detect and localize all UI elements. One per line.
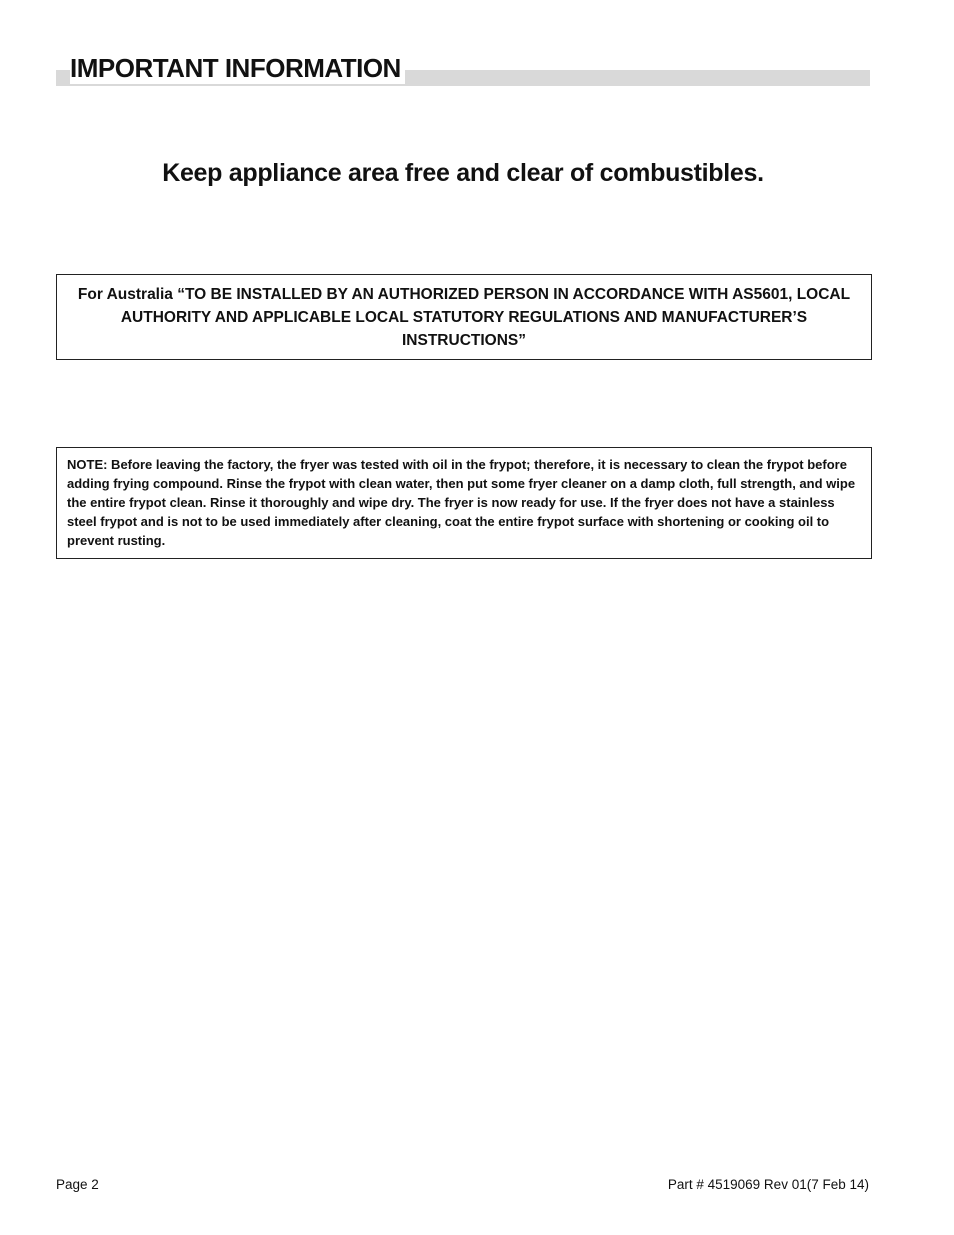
page-title: IMPORTANT INFORMATION (70, 52, 405, 84)
australia-installation-notice (56, 274, 872, 360)
part-number: Part # 4519069 Rev 01(7 Feb 14) (667, 1177, 869, 1192)
page-number: Page 2 (56, 1177, 99, 1192)
australia-notice-text: For Australia “TO BE INSTALLED BY AN AUTHORIZED PERSON IN ACCORDANCE WITH AS5601, LOCAL AUTHORITY AND APPLICABLE LOCAL STATUTORY REGULATIONS AND MANUFACTURER’S INSTRUCTIONS” (77, 286, 851, 349)
frypot-cleaning-note (56, 447, 872, 559)
note-text: NOTE: Before leaving the factory, the fryer was tested with oil in the frypot; therefore, it is necessary to clean the frypot before adding frying compound. Rinse the frypot with clean water, then put some fryer cleaner on a damp cloth, full strength, and wipe the entire frypot clean. Rinse it thoroughly and wipe dry. The fryer is now ready for use. If the fryer does not have a stainless steel frypot and is not to be used immediately after cleaning, coat the entire frypot surface with shortening or cooking oil to prevent rusting. (67, 457, 856, 548)
combustibles-warning-headline: Keep appliance area free and clear of combustibles. (162, 159, 764, 187)
